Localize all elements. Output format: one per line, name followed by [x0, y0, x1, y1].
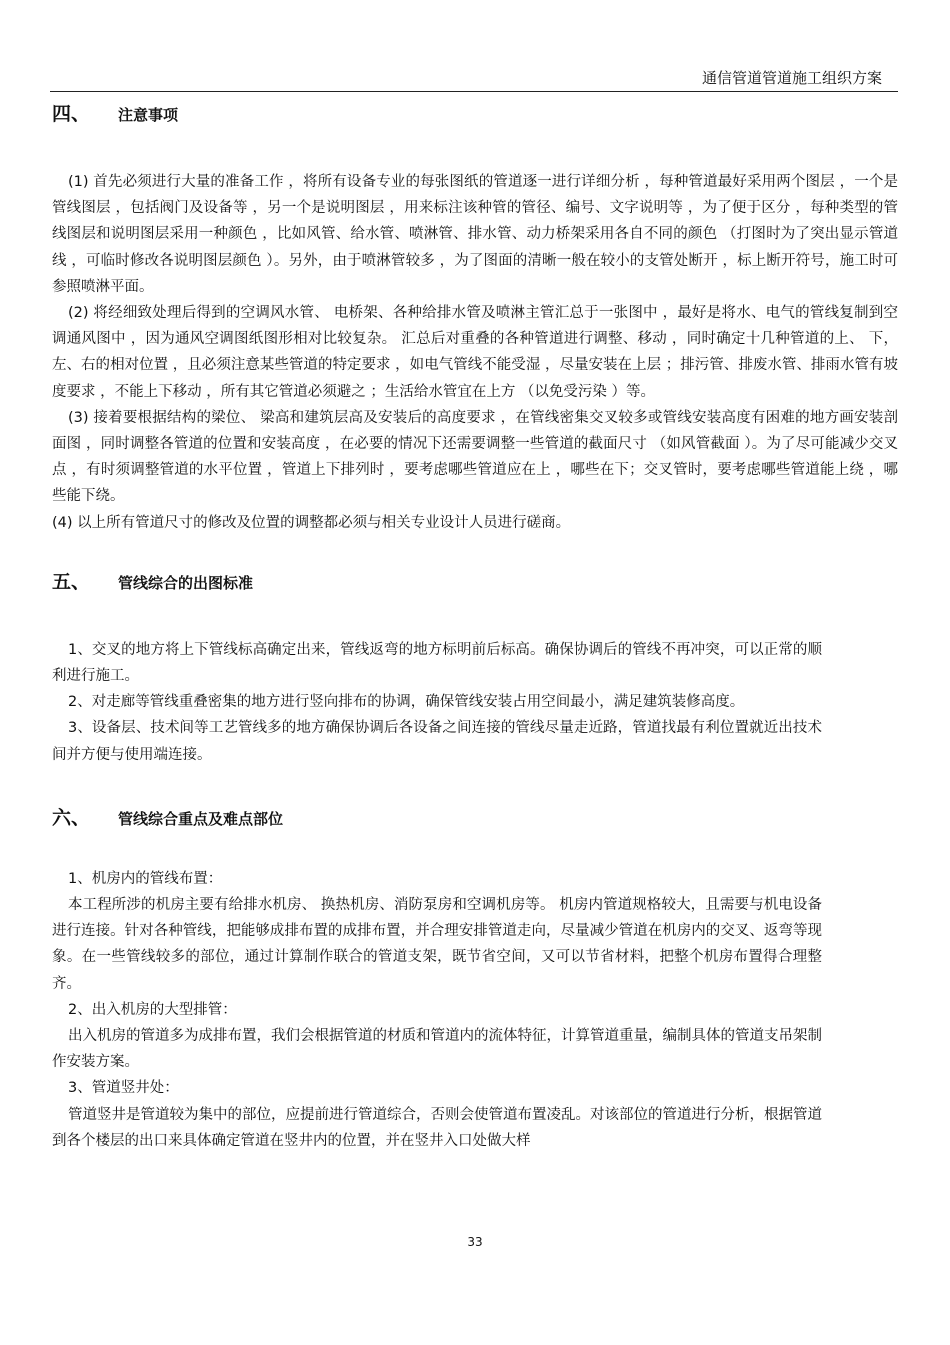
- section-heading: [52, 102, 898, 127]
- paragraph: 出入机房的管道多为成排布置，我们会根据管道的材质和管道内的流体特征，计算管道重量，编制具体的管道支吊架制作安装方案。: [52, 1028, 822, 1071]
- section-number: 五、: [52, 570, 91, 593]
- running-header-title: 通信管道管道施工组织方案: [701, 69, 882, 87]
- paragraph: 1、交叉的地方将上下管线标高确定出来，管线返弯的地方标明前后标高。确保协调后的管线不再冲突，可以正常的顺利进行施工。: [52, 641, 822, 685]
- paragraph: (3) 接着要根据结构的梁位、 梁高和建筑层高及安装后的高度要求 ，在管线密集交叉较多或管线安装高度有困难的地方画安装剖面图 ，同时调整各管道的位置和安装高度 ，在必要的情况下还需要调整一些管道的截面尺寸 （如风管截面 ）。为了尽可能减少交叉点 ，有时须调整管道的水平位置 ，管道上下排列时 ，要考虑哪些管道应在上 ，哪些在下；交叉管时，要考虑哪些管道能上绕 ，哪些能下绕。: [52, 409, 898, 505]
- paragraph: (4) 以上所有管道尺寸的修改及位置的调整都必须与相关专业设计人员进行磋商。: [52, 514, 571, 531]
- subheading: 3、管道竖井处：: [68, 1080, 179, 1097]
- section-key-difficult-areas: [52, 806, 898, 1154]
- subheading: 2、出入机房的大型排管：: [68, 1001, 237, 1018]
- section-title: 管线综合重点及难点部位: [118, 809, 284, 828]
- section-title: 管线综合的出图标准: [118, 573, 254, 592]
- subheading: 1、机房内的管线布置：: [68, 870, 223, 887]
- section-drawing-standards: [52, 570, 898, 768]
- section-number: 六、: [52, 806, 91, 829]
- paragraph: 管道竖井是管道较为集中的部位，应提前进行管道综合，否则会使管道布置凌乱。对该部位的管道进行分析，根据管道到各个楼层的出口来具体确定管道在竖井内的位置，并在竖井入口处做大样: [52, 1106, 822, 1149]
- document-body: [52, 102, 898, 1154]
- section-heading: [52, 570, 898, 595]
- paragraph: (1) 首先必须进行大量的准备工作 ，将所有设备专业的每张图纸的管道逐一进行详细分析 ，每种管道最好采用两个图层 ，一个是管线图层 ，包括阀门及设备等 ，另一个是说明图层 ，用来标注该种管的管径、编号、文字说明等 ，为了便于区分 ，每种类型的管线图层和说明图层采用一种颜色 ，比如风管、给水管、喷淋管、排水管、动力桥架采用各自不同的颜色 （打图时为了突出显示管道线 ，可临时修改各说明图层颜色 ）。另外，由于喷淋管较多 ，为了图面的清晰一般在较小的支管处断开 ，标上断开符号，施工时可参照喷淋平面。: [52, 174, 898, 295]
- paragraph: 3、设备层、技术间等工艺管线多的地方确保协调后各设备之间连接的管线尽量走近路，管道找最有利位置就近出技术间并方便与使用端连接。: [52, 720, 822, 763]
- paragraph: 2、对走廊等管线重叠密集的地方进行竖向排布的协调，确保管线安装占用空间最小，满足建筑装修高度。: [68, 694, 745, 711]
- section-heading: [52, 806, 898, 831]
- section-number: 四、: [52, 103, 91, 125]
- paragraph: 本工程所涉的机房主要有给排水机房、 换热机房、消防泵房和空调机房等。 机房内管道规格较大，且需要与机电设备进行连接。针对各种管线，把能够成排布置的成排布置，并合理安排管道走向，尽量减少管道在机房内的交叉、返弯等现象。在一些管线较多的部位，通过计算制作联合的管道支架，既节省空间，又可以节省材料，把整个机房布置得合理整齐。: [52, 897, 822, 992]
- paragraph: (2) 将经细致处理后得到的空调风水管、 电桥架、各种给排水管及喷淋主管汇总于一张图中 ，最好是将水、电气的管线复制到空调通风图中 ，因为通风空调图纸图形相对比较复杂。 汇总后对重叠的各种管道进行调整、移动 ，同时确定十几种管道的上、 下，左、右的相对位置 ，且必须注意某些管道的特定要求 ，如电气管线不能受湿 ，尽量安装在上层 ；排污管、排废水管、排雨水管有坡度要求 ，不能上下移动 ，所有其它管道必须避之 ；生活给水管宜在上方 （以免受污染 ）等。: [52, 305, 898, 400]
- section-title: 注意事项: [118, 106, 179, 124]
- header-divider: [50, 91, 898, 92]
- section-notes: [52, 102, 898, 536]
- page-number: 33: [467, 1235, 483, 1249]
